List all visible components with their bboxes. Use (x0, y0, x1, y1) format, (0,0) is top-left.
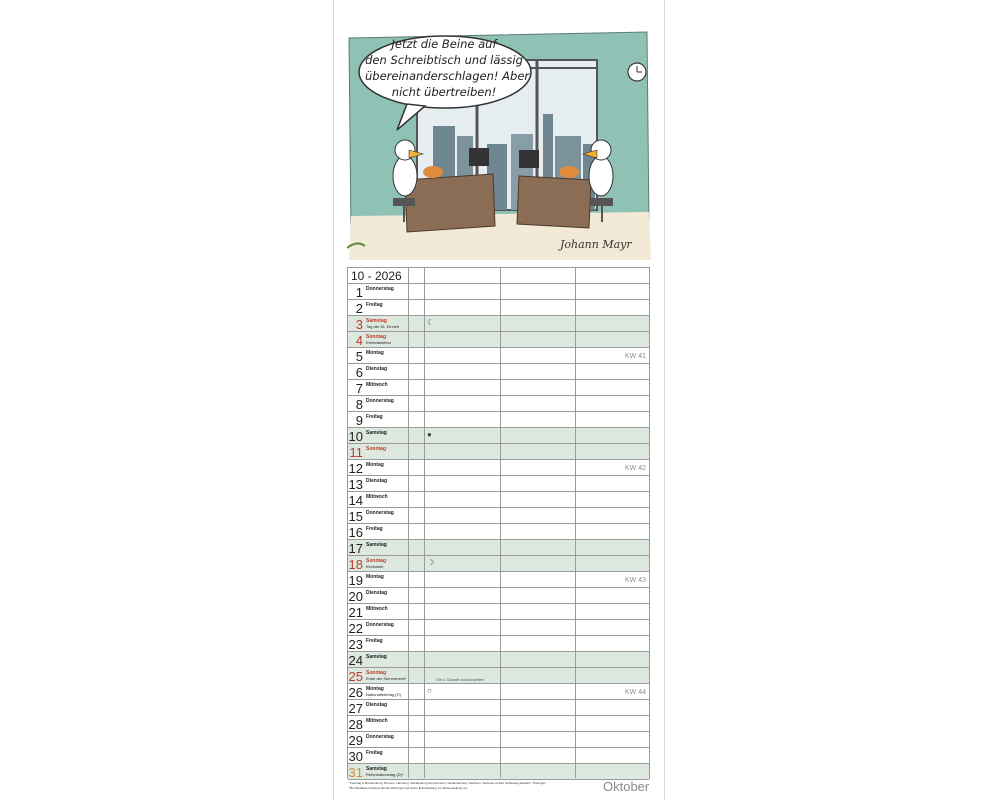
weekday-name: Freitag (366, 638, 383, 644)
day-row[interactable] (348, 460, 649, 476)
moon-phase-icon: ○ (427, 686, 432, 695)
month-label: Oktober (603, 779, 650, 794)
holiday-label: Kirchweih (366, 564, 384, 569)
day-row[interactable] (348, 620, 649, 636)
artist-signature: Johann Mayr (560, 238, 632, 251)
day-row[interactable] (348, 492, 649, 508)
day-number: 8 (355, 397, 363, 412)
day-number: 15 (348, 509, 363, 524)
weekday-name: Donnerstag (366, 398, 394, 404)
day-row[interactable] (348, 476, 649, 492)
moon-phase-icon: ● (427, 430, 432, 439)
day-number: 13 (348, 477, 363, 492)
weekday-name: Dienstag (366, 478, 388, 484)
weekday-name: Sonntag (366, 334, 386, 340)
day-number: 11 (349, 445, 363, 460)
day-row[interactable] (348, 732, 649, 748)
day-number: 9 (355, 413, 363, 428)
day-number: 26 (348, 685, 363, 700)
weekday-name: Dienstag (366, 590, 388, 596)
day-row[interactable] (348, 748, 649, 764)
weekday-name: Montag (366, 462, 384, 468)
day-number: 28 (348, 717, 363, 732)
week-number: KW 42 (624, 465, 646, 472)
calendar-grid (347, 267, 650, 779)
day-row[interactable] (348, 444, 649, 460)
weekday-name: Freitag (366, 526, 383, 532)
weekday-name: Freitag (366, 414, 383, 420)
weekday-name: Sonntag (366, 670, 386, 676)
day-number: 30 (348, 749, 363, 764)
weekday-name: Samstag (366, 318, 387, 324)
column-divider (575, 268, 576, 778)
footnote: *Bei Redaktionsschluss (Ende 2024) lag noch keine Entscheidung zur Zeitumstellung vor. (349, 786, 468, 790)
day-number: 5 (355, 349, 363, 364)
day-row[interactable] (348, 428, 649, 444)
day-row[interactable] (348, 716, 649, 732)
speech-line: den Schreibtisch und lässig (365, 53, 523, 67)
footnote: *Feiertag in Brandenburg, Bremen, Hamburg, Mecklenburg-Vorpommern, Niedersachsen, Sachsen, Sachsen-Anhalt, Schleswig-Holstein, Thüringen (349, 781, 546, 785)
day-row[interactable] (348, 572, 649, 588)
day-number: 16 (348, 525, 363, 540)
day-number: 19 (348, 573, 363, 588)
day-number: 6 (355, 365, 363, 380)
day-row[interactable] (348, 300, 649, 316)
weekday-name: Samstag (366, 654, 387, 660)
moon-phase-icon: ☽ (427, 558, 435, 567)
day-row[interactable] (348, 636, 649, 652)
speech-line: Jetzt die Beine auf (391, 37, 497, 51)
day-row[interactable] (348, 316, 649, 332)
day-number: 2 (355, 301, 363, 316)
weekday-name: Donnerstag (366, 622, 394, 628)
weekday-name: Dienstag (366, 702, 388, 708)
weekday-name: Mittwoch (366, 718, 388, 724)
day-row[interactable] (348, 540, 649, 556)
holiday-label: Nationalfeiertag (Ö) (366, 692, 401, 697)
day-number: 17 (348, 541, 363, 556)
day-row[interactable] (348, 668, 649, 684)
day-row[interactable] (348, 684, 649, 700)
day-row[interactable] (348, 556, 649, 572)
day-row[interactable] (348, 652, 649, 668)
weekday-name: Donnerstag (366, 734, 394, 740)
weekday-name: Samstag (366, 766, 387, 772)
day-row[interactable] (348, 524, 649, 540)
holiday-label: Reformationstag (D)* (366, 772, 404, 777)
speech-bubble-text (365, 36, 530, 100)
moon-phase-icon: ☾ (427, 318, 435, 327)
day-number: 24 (348, 653, 363, 668)
weekday-name: Donnerstag (366, 510, 394, 516)
weekday-name: Donnerstag (366, 286, 394, 292)
column-divider (424, 268, 425, 778)
weekday-name: Mittwoch (366, 494, 388, 500)
day-row[interactable] (348, 284, 649, 300)
week-number: KW 43 (624, 577, 646, 584)
day-number: 22 (348, 621, 363, 636)
day-number: 4 (355, 333, 363, 348)
weekday-name: Samstag (366, 430, 387, 436)
weekday-name: Sonntag (366, 446, 386, 452)
weekday-name: Montag (366, 350, 384, 356)
holiday-label: Ende der Sommerzeit* (366, 676, 407, 681)
day-row[interactable] (348, 412, 649, 428)
day-row[interactable] (348, 348, 649, 364)
day-number: 29 (348, 733, 363, 748)
day-row[interactable] (348, 396, 649, 412)
day-number: 20 (348, 589, 363, 604)
day-number: 12 (348, 461, 363, 476)
weekday-name: Montag (366, 574, 384, 580)
speech-line: nicht übertreiben! (391, 85, 497, 99)
day-number: 25 (348, 669, 363, 684)
week-number: KW 41 (624, 353, 646, 360)
day-row[interactable] (348, 332, 649, 348)
day-number: 3 (355, 317, 363, 332)
day-number: 10 (348, 429, 363, 444)
day-note: Uhr 1 Stunde zurückstellen (436, 677, 485, 682)
weekday-name: Samstag (366, 542, 387, 548)
day-number: 27 (348, 701, 363, 716)
weekday-name: Freitag (366, 750, 383, 756)
weekday-name: Mittwoch (366, 382, 388, 388)
column-divider (500, 268, 501, 778)
day-number: 1 (355, 285, 363, 300)
day-number: 18 (348, 557, 363, 572)
holiday-label: Tag der Dt. Einheit (366, 324, 399, 329)
day-number: 7 (355, 381, 363, 396)
weekday-name: Montag (366, 686, 384, 692)
column-divider (408, 268, 409, 778)
weekday-name: Sonntag (366, 558, 386, 564)
day-row[interactable] (348, 588, 649, 604)
day-row[interactable] (348, 364, 649, 380)
day-row[interactable] (348, 604, 649, 620)
weekday-name: Dienstag (366, 366, 388, 372)
day-number: 23 (348, 637, 363, 652)
day-row[interactable] (348, 380, 649, 396)
day-row[interactable] (348, 764, 649, 780)
month-year-label: 10 - 2026 (351, 269, 402, 283)
day-number: 21 (348, 605, 363, 620)
day-row[interactable] (348, 700, 649, 716)
week-number: KW 44 (624, 689, 646, 696)
holiday-label: Erntedankfest (366, 340, 391, 345)
weekday-name: Mittwoch (366, 606, 388, 612)
day-number: 14 (348, 493, 363, 508)
day-row[interactable] (348, 508, 649, 524)
calendar-header-row (348, 268, 649, 284)
day-number: 31 (348, 765, 363, 780)
weekday-name: Freitag (366, 302, 383, 308)
speech-line: übereinanderschlagen! Aber (365, 69, 530, 83)
